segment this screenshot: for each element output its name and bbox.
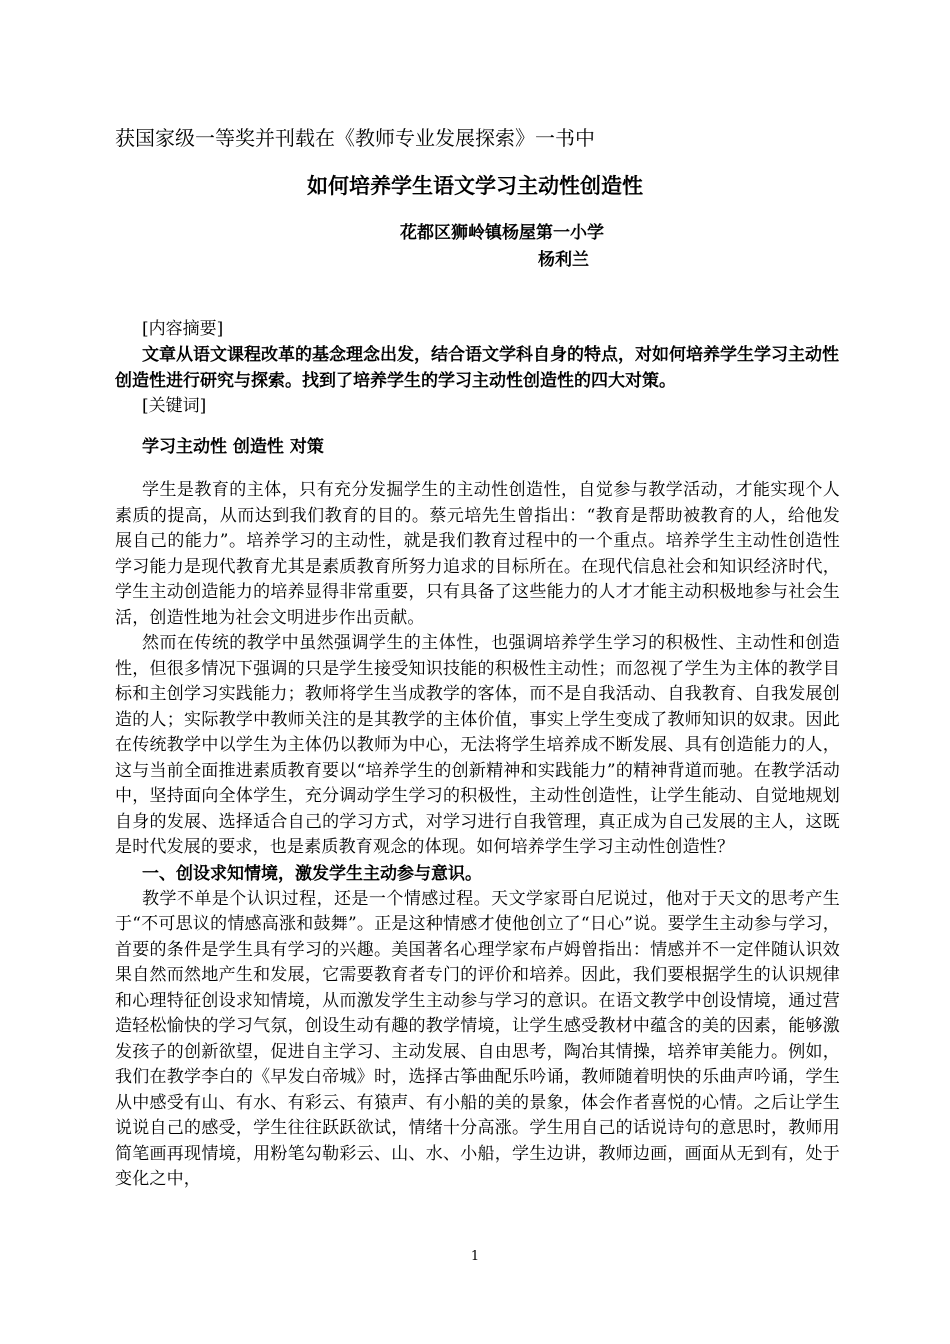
section-heading: 一、创设求知情境，激发学生主动参与意识。 bbox=[142, 863, 482, 884]
abstract-label: [内容摘要] bbox=[142, 319, 224, 339]
keywords-text: 学习主动性 创造性 对策 bbox=[142, 437, 324, 457]
abstract-text: 文章从语文课程改革的基念理念出发，结合语文学科自身的特点，对如何培养学生学习主动性创造性进行研究与探索。找到了培养学生的学习主动性创造性的四大对策。 bbox=[115, 345, 839, 391]
award-line: 获国家级一等奖并刊载在《教师专业发展探索》一书中 bbox=[115, 126, 595, 150]
school-name: 花都区狮岭镇杨屋第一小学 bbox=[400, 223, 604, 243]
article-title: 如何培养学生语文学习主动性创造性 bbox=[307, 174, 643, 198]
keywords-label: [关键词] bbox=[142, 396, 207, 416]
page-number: 1 bbox=[470, 1249, 480, 1264]
body-paragraph: 学生是教育的主体，只有充分发掘学生的主动性创造性，自觉参与教学活动，才能实现个人素质的提高，从而达到我们教育的目的。蔡元培先生曾指出：“教育是帮助被教育的人，给他发展自己的能力”。培养学习的主动性，就是我们教育过程中的一个重点。培养学生主动性创造性学习能力是现代教育尤其是素质教育所努力追求的目标所在。在现代信息社会和知识经济时代，学生主动创造能力的培养显得非常重要，只有具备了这些能力的人才才能主动积极地参与社会生活，创造性地为社会文明进步作出贡献。 bbox=[115, 480, 840, 628]
body-paragraph: 然而在传统的教学中虽然强调学生的主体性，也强调培养学生学习的积极性、主动性和创造性，但很多情况下强调的只是学生接受知识技能的积极性主动性；而忽视了学生为主体的教学目标和主创学习实践能力；教师将学生当成教学的客体，而不是自我活动、自我教育、自我发展创造的人；实际教学中教师关注的是其教学的主体价值，事实上学生变成了教师知识的奴隶。因此在传统教学中以学生为主体仍以教师为中心，无法将学生培养成不断发展、具有创造能力的人，这与当前全面推进素质教育要以“培养学生的创新精神和实践能力”的精神背道而驰。在教学活动中，坚持面向全体学生，充分调动学生学习的积极性，主动性创造性，让学生能动、自觉地规划自身的发展、选择适合自己的学习方式，对学习进行自我管理，真正成为自己发展的主人，这既是时代发展的要求，也是素质教育观念的体现。如何培养学生学习主动性创造性？ bbox=[115, 633, 840, 857]
author-name: 杨利兰 bbox=[538, 250, 589, 270]
body-paragraph: 教学不单是个认识过程，还是一个情感过程。天文学家哥白尼说过，他对于天文的思考产生于“不可思议的情感高涨和鼓舞”。正是这种情感才使他创立了“日心”说。要学生主动参与学习，首要的条件是学生具有学习的兴趣。美国著名心理学家布卢姆曾指出：情感并不一定伴随认识效果自然而然地产生和发展，它需要教育者专门的评价和培养。因此，我们要根据学生的认识规律和心理特征创设求知情境，从而激发学生主动参与学习的意识。在语文教学中创设情境，通过营造轻松愉快的学习气氛，创设生动有趣的教学情境，让学生感受教材中蕴含的美的因素，能够激发孩子的创新欲望，促进自主学习、主动发展、自由思考，陶冶其情操，培养审美能力。例如，我们在教学李白的《早发白帝城》时，选择古筝曲配乐吟诵，教师随着明快的乐曲声吟诵，学生从中感受有山、有水、有彩云、有猿声、有小船的美的景象，体会作者喜悦的心情。之后让学生说说自己的感受，学生往往跃跃欲试，情绪十分高涨。学生用自己的话说诗句的意思时，教师用简笔画再现情境，用粉笔勾勒彩云、山、水、小船，学生边讲，教师边画，画面从无到有，处于变化之中， bbox=[115, 888, 840, 1189]
article-body bbox=[115, 478, 840, 1193]
